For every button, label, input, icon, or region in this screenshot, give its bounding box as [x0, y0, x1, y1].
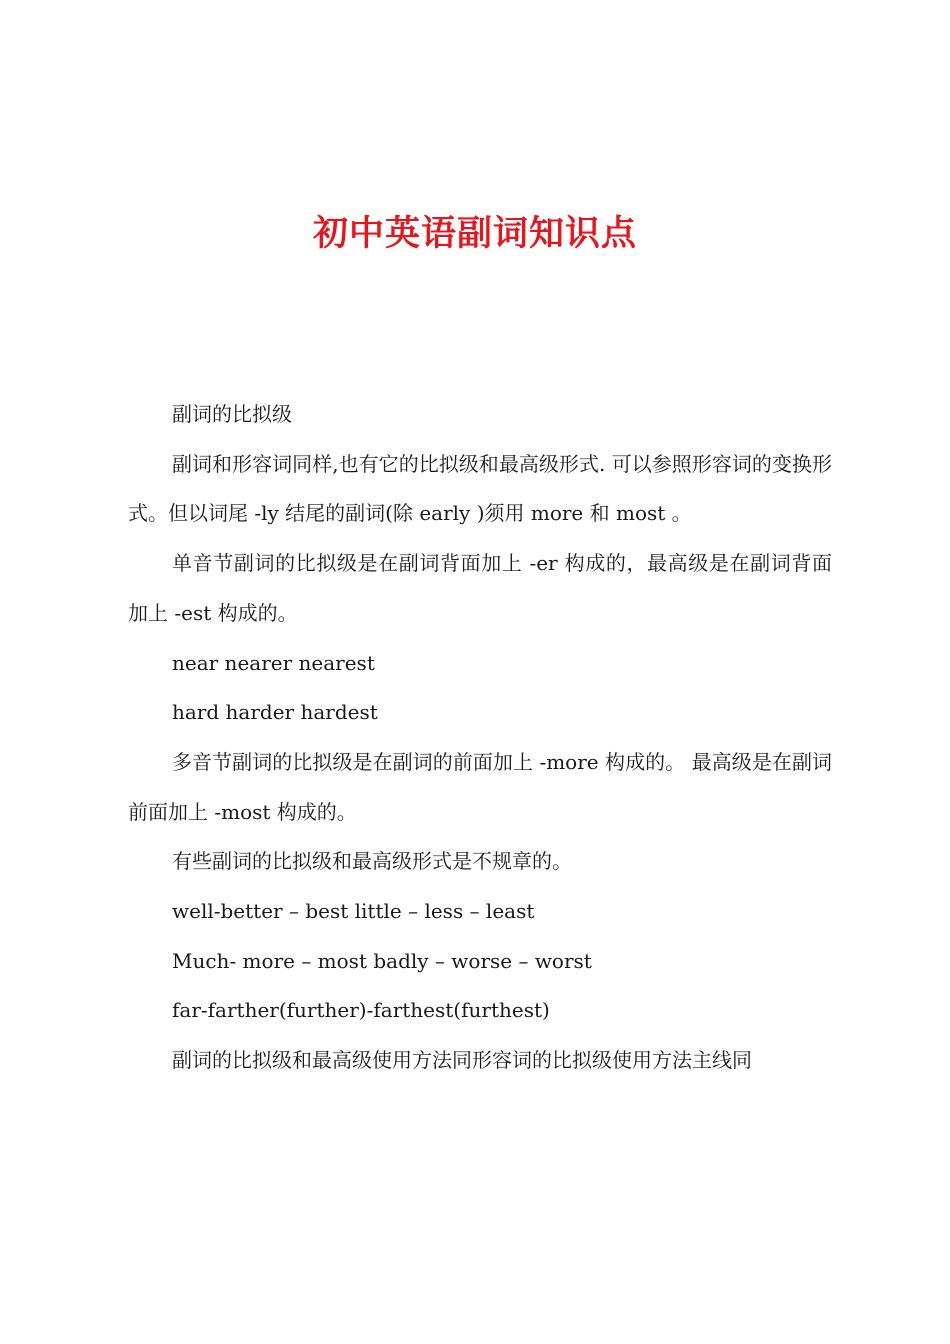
paragraph-heading: 副词的比拟级 [172, 402, 292, 426]
paragraph: 副词和形容词同样,也有它的比拟级和最高级形式. 可以参照形容词的变换形式。但以词尾 -ly 结尾的副词(除 early )须用 more 和 most 。 [128, 451, 832, 526]
document-title: 初中英语副词知识点 [312, 213, 637, 254]
paragraph: 多音节副词的比拟级是在副词的前面加上 -more 构成的。 最高级是在副词前面加上 -most 构成的。 [128, 749, 832, 824]
example-line: Much- more – most badly – worse – worst [172, 948, 592, 973]
example-line: far-farther(further)-farthest(furthest) [172, 998, 550, 1023]
paragraph: 副词的比拟级和最高级使用方法同形容词的比拟级使用方法主线同 [172, 1048, 752, 1073]
example-line: hard harder hardest [172, 700, 378, 725]
example-line: well-better – best little – less – least [172, 899, 535, 924]
example-line: near nearer nearest [172, 650, 375, 675]
paragraph: 单音节副词的比拟级是在副词背面加上 -er 构成的，最高级是在副词背面加上 -est 构成的。 [128, 551, 832, 625]
paragraph: 有些副词的比拟级和最高级形式是不规章的。 [172, 849, 572, 874]
document-body [128, 390, 832, 1086]
